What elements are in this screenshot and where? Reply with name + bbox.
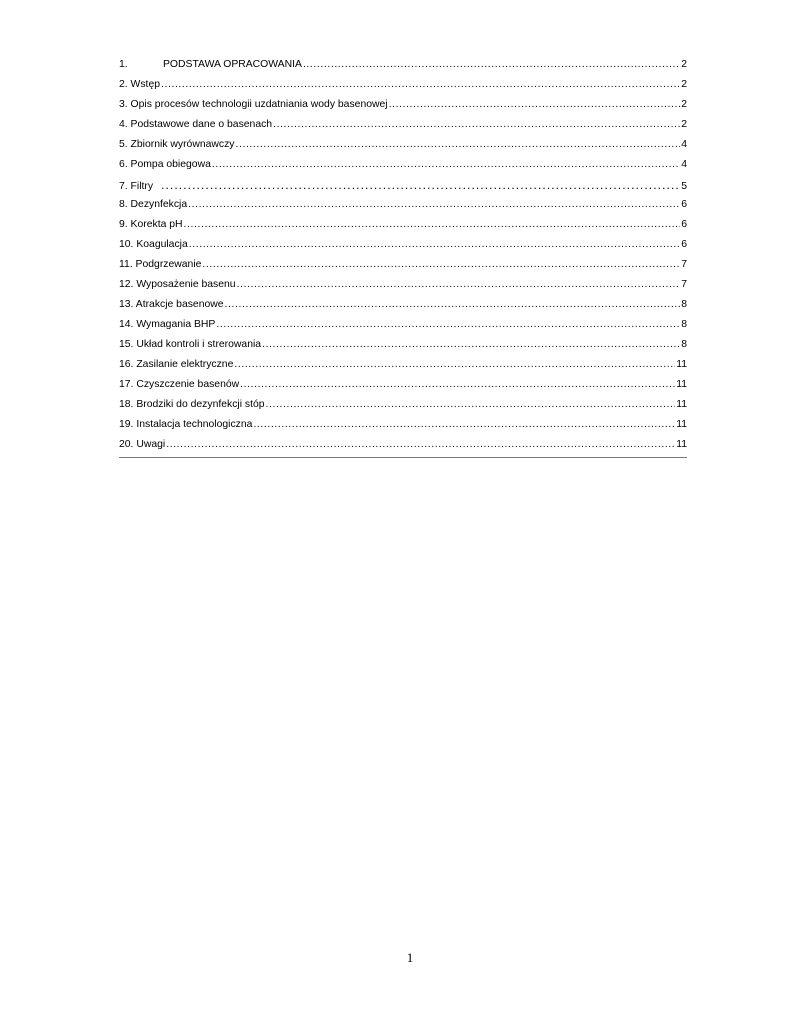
toc-entry-page: 11 (676, 419, 687, 430)
toc-entry-title: 8. Dezynfekcja (119, 199, 188, 210)
toc-entry-title: 16. Zasilanie elektryczne (119, 359, 234, 370)
toc-entry-title: 5. Zbiornik wyrównawczy (119, 139, 235, 150)
toc-entry[interactable] (119, 155, 687, 175)
dot-leader (240, 375, 675, 395)
toc-entry-title: 18. Brodziki do dezynfekcji stóp (119, 399, 265, 410)
toc-entry-title: 19. Instalacja technologiczna (119, 419, 253, 430)
dot-leader (161, 75, 680, 95)
toc-entry[interactable] (119, 315, 687, 335)
toc-entry[interactable] (119, 355, 687, 375)
dot-leader (303, 55, 680, 75)
toc-entry[interactable] (119, 215, 687, 235)
toc-entry[interactable] (119, 295, 687, 315)
dot-leader (189, 235, 680, 255)
toc-entry[interactable] (119, 55, 687, 75)
dot-leader (253, 415, 675, 435)
toc-entry-text: PODSTAWA OPRACOWANIA (163, 59, 302, 70)
toc-entry-page: 5 (681, 181, 687, 192)
dot-leader (273, 115, 680, 135)
toc-entry-page: 4 (681, 139, 687, 150)
toc-entry-title: 13. Atrakcje basenowe (119, 299, 224, 310)
toc-entry-title: 3. Opis procesów technologii uzdatniania wody basenowej (119, 99, 388, 110)
toc-entry-page: 4 (681, 159, 687, 170)
toc-entry-page: 2 (681, 119, 687, 130)
dot-leader (184, 215, 680, 235)
toc-entry-page: 6 (681, 239, 687, 250)
toc-entry-title: 15. Układ kontroli i strerowania (119, 339, 262, 350)
toc-entry-title: 10. Koagulacja (119, 239, 188, 250)
toc-entry-page: 6 (681, 219, 687, 230)
toc-entry[interactable] (119, 195, 687, 215)
toc-entry-page: 11 (676, 439, 687, 450)
dot-leader (188, 195, 680, 215)
toc-entry-title: 11. Podgrzewanie (119, 259, 202, 270)
toc-entry-title: 2. Wstęp (119, 79, 160, 90)
toc-entry-title: 14. Wymagania BHP (119, 319, 216, 330)
toc-entry[interactable] (119, 135, 687, 155)
toc-entry-title: 12. Wyposażenie basenu (119, 279, 236, 290)
toc-entry-page: 8 (681, 339, 687, 350)
dot-leader (235, 135, 680, 155)
toc-entry-page: 2 (681, 99, 687, 110)
toc-entry-page: 6 (681, 199, 687, 210)
dot-leader (212, 155, 680, 175)
page-number: 1 (406, 950, 414, 965)
toc-entry-number: 1. (119, 59, 128, 70)
toc-entry-page: 11 (676, 379, 687, 390)
toc-entry[interactable] (119, 255, 687, 275)
toc-entry-page: 11 (676, 399, 687, 410)
toc-entry[interactable] (119, 415, 687, 435)
toc-entry-title: 4. Podstawowe dane o basenach (119, 119, 273, 130)
dot-leader (237, 275, 680, 295)
toc-entry[interactable] (119, 75, 687, 95)
dot-leader (266, 395, 676, 415)
dot-leader (166, 435, 675, 455)
toc-entry[interactable] (119, 335, 687, 355)
toc-entry[interactable] (119, 175, 687, 195)
toc-entry-title: 6. Pompa obiegowa (119, 159, 211, 170)
toc-entry[interactable] (119, 275, 687, 295)
toc-entry-title: 17. Czyszczenie basenów (119, 379, 240, 390)
toc-entry[interactable] (119, 395, 687, 415)
toc-entry[interactable] (119, 95, 687, 115)
toc-entry[interactable] (119, 375, 687, 395)
toc-entry-page: 8 (681, 299, 687, 310)
toc-entry-page: 11 (676, 359, 687, 370)
table-of-contents (119, 55, 687, 458)
toc-entry-title (119, 55, 302, 75)
dot-leader (389, 95, 680, 115)
dot-leader (225, 295, 680, 315)
toc-entry[interactable] (119, 115, 687, 135)
toc-entry-title: 7. Filtry (119, 181, 154, 192)
toc-entry-page: 7 (681, 259, 687, 270)
toc-entry-page: 2 (681, 79, 687, 90)
toc-entry-title: 20. Uwagi (119, 439, 166, 450)
dot-leader (161, 175, 680, 195)
dot-leader (234, 355, 675, 375)
toc-entry-title: 9. Korekta pH (119, 219, 183, 230)
toc-entry-page: 8 (681, 319, 687, 330)
toc-entry-page: 7 (681, 279, 687, 290)
dot-leader (202, 255, 680, 275)
toc-entry[interactable] (119, 235, 687, 255)
toc-entry-page: 2 (681, 59, 687, 70)
dot-leader (216, 315, 680, 335)
dot-leader (262, 335, 680, 355)
toc-entry[interactable] (119, 435, 687, 455)
